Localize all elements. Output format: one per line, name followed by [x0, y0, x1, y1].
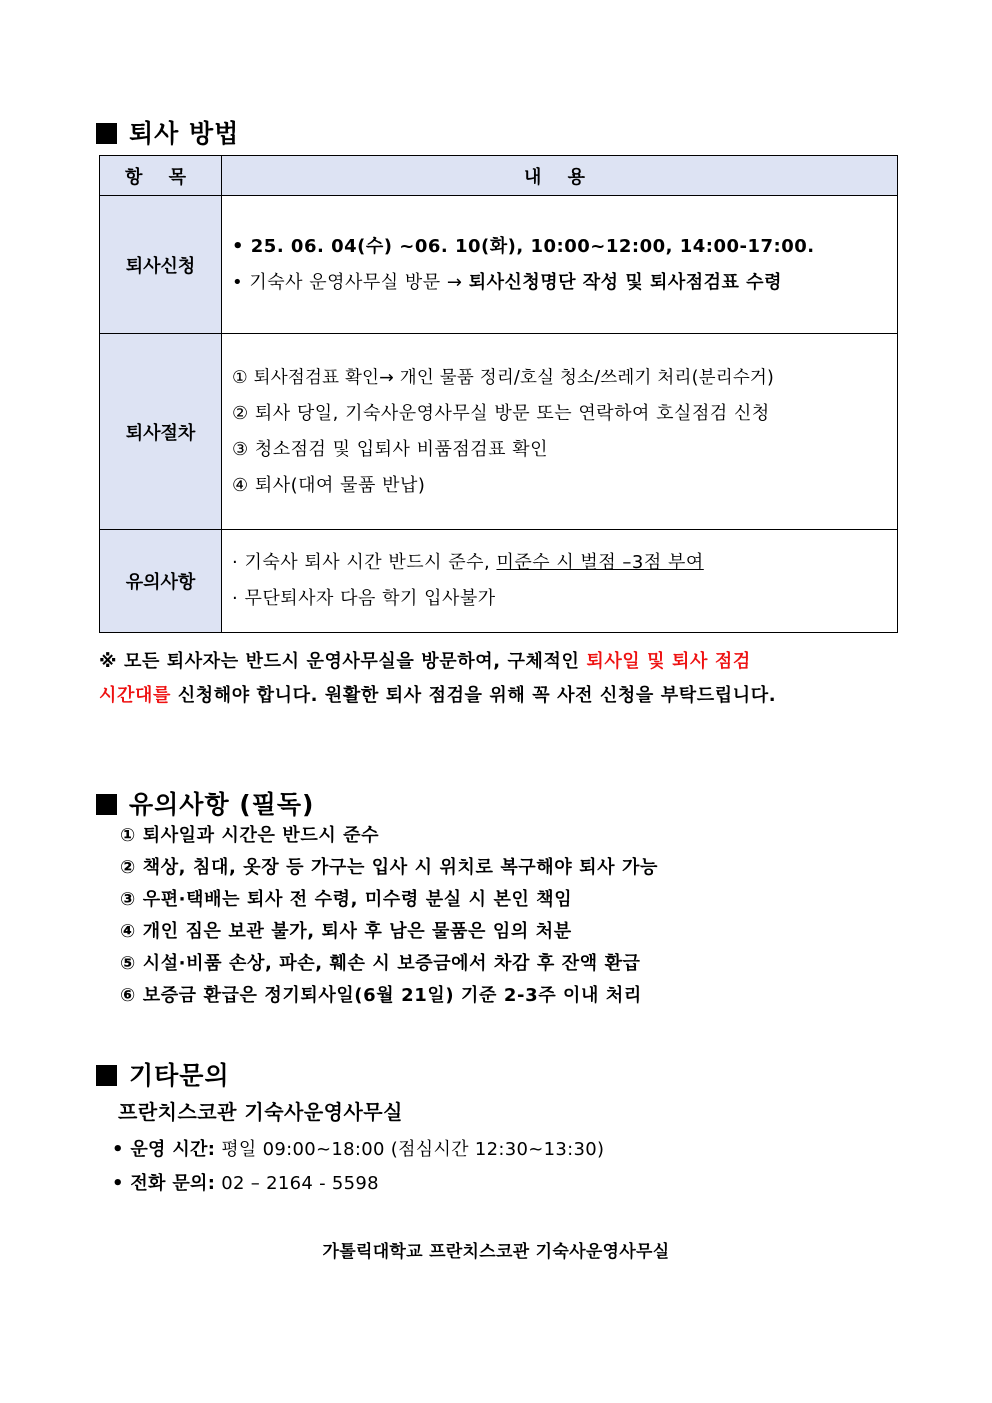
office-name: 프란치스코관 기숙사운영사무실 [118, 1100, 403, 1124]
application-method: • 기숙사 운영사무실 방문 → 퇴사신청명단 작성 및 퇴사점검표 수령 [232, 271, 782, 293]
procedure-step: ③ 청소점검 및 입퇴사 비품점검표 확인 [232, 438, 549, 460]
list-item: ⑤ 시설·비품 손상, 파손, 훼손 시 보증금에서 차감 후 잔액 환급 [120, 953, 641, 974]
section-title-precautions: 유의사항 (필독) [96, 785, 314, 821]
procedure-step: ② 퇴사 당일, 기숙사운영사무실 방문 또는 연락하여 호실점검 신청 [232, 402, 770, 424]
row-label: 퇴사신청 [100, 196, 222, 334]
list-item: ② 책상, 침대, 옷장 등 가구는 입사 시 위치로 복구해야 퇴사 가능 [120, 857, 658, 878]
phone-inquiry: • 전화 문의: 02 – 2164 - 5598 [112, 1173, 379, 1194]
caution-line: · 기숙사 퇴사 시간 반드시 준수, 미준수 시 벌점 –3점 부여 [232, 552, 704, 573]
checkout-notice: ※ 모든 퇴사자는 반드시 운영사무실을 방문하여, 구체적인 퇴사일 및 퇴사 점검 시간대를 신청해야 합니다. 원활한 퇴사 점검을 위해 꼭 사전 신청을 부탁드립니다. [99, 651, 777, 706]
section-title-inquiries: 기타문의 [96, 1056, 230, 1092]
header-content: 내 용 [222, 156, 898, 196]
list-item: ① 퇴사일과 시간은 반드시 준수 [120, 825, 380, 846]
precautions-list [120, 820, 658, 1012]
operating-hours: • 운영 시간: 평일 09:00~18:00 (점심시간 12:30~13:30) [112, 1139, 605, 1160]
list-item: ⑥ 보증금 환급은 정기퇴사일(6월 21일) 기준 2-3주 이내 처리 [120, 985, 642, 1006]
square-bullet-icon [96, 123, 117, 144]
row-content [222, 334, 898, 530]
table-row-checkout-procedure [100, 334, 898, 530]
table-row-cautions [100, 530, 898, 633]
contact-info [112, 1133, 604, 1201]
square-bullet-icon [96, 794, 117, 815]
table-row-checkout-application [100, 196, 898, 334]
section-title-checkout-method: 퇴사 방법 [96, 114, 239, 150]
header-item: 항 목 [100, 156, 222, 196]
footer-signature: 가톨릭대학교 프란치스코관 기숙사운영사무실 [322, 1242, 670, 1262]
list-item: ④ 개인 짐은 보관 불가, 퇴사 후 남은 물품은 임의 처분 [120, 921, 572, 942]
row-content [222, 530, 898, 633]
caution-line: · 무단퇴사자 다음 학기 입사불가 [232, 588, 496, 609]
row-content [222, 196, 898, 334]
application-period: • 25. 06. 04(수) ~06. 10(화), 10:00~12:00, 14:00-17:00. [232, 235, 815, 257]
procedure-step: ① 퇴사점검표 확인→ 개인 물품 정리/호실 청소/쓰레기 처리(분리수거) [232, 367, 775, 388]
table-header-row [100, 156, 898, 196]
checkout-method-table [99, 155, 898, 633]
row-label: 퇴사절차 [100, 334, 222, 530]
row-label: 유의사항 [100, 530, 222, 633]
square-bullet-icon [96, 1065, 117, 1086]
procedure-step: ④ 퇴사(대여 물품 반납) [232, 474, 426, 496]
list-item: ③ 우편·택배는 퇴사 전 수령, 미수령 분실 시 본인 책임 [120, 889, 573, 910]
